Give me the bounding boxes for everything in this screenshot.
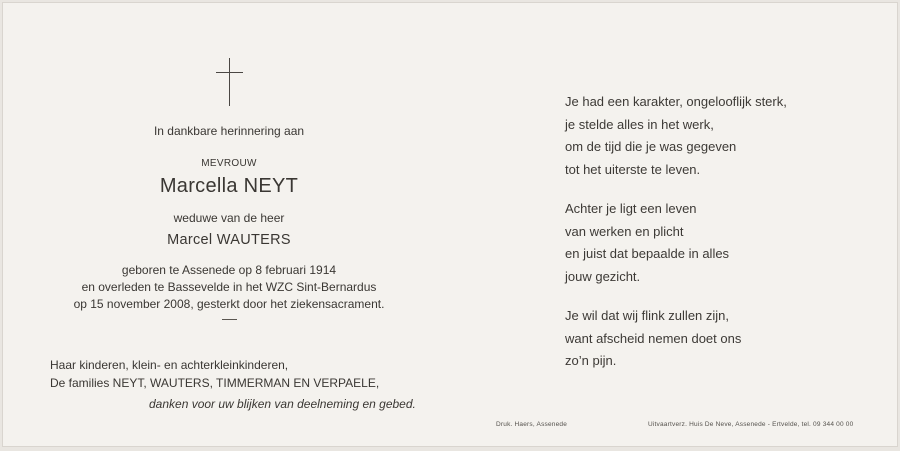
- poem-line: je stelde alles in het werk,: [565, 116, 714, 132]
- poem-stanza: [565, 305, 885, 373]
- divider: [222, 319, 237, 320]
- birth-line: geboren te Assenede op 8 februari 1914: [121, 263, 337, 277]
- title-text: MEVROUW: [201, 158, 257, 169]
- cross-icon: [216, 58, 244, 106]
- poem-line: Je wil dat wij flink zullen zijn,: [565, 308, 730, 323]
- deceased-name: Marcella NEYT: [159, 175, 299, 197]
- intro-text: In dankbare herinnering aan: [153, 124, 305, 138]
- death-place-line: en overleden te Bassevelde in het WZC Sint-Bernardus: [81, 280, 377, 294]
- family-line-2: De families NEYT, WAUTERS, TIMMERMAN EN VERPAELE,: [50, 376, 380, 390]
- thanks-line: danken voor uw blijken van deelneming en gebed.: [149, 397, 416, 411]
- poem-line: Je had een karakter, ongelooflijk sterk,: [565, 94, 787, 109]
- poem-line: om de tijd die je was gegeven: [565, 139, 737, 154]
- poem-line: Achter je ligt een leven: [565, 201, 697, 216]
- funeral-home-credit: Uitvaartverz. Huis De Neve, Assenede - Ertvelde, tel. 09 344 00 00: [648, 421, 854, 428]
- poem-stanza: [565, 198, 885, 288]
- poem-line: van werken en plicht: [565, 223, 684, 239]
- memorial-card: [2, 2, 898, 447]
- printer-credit: Druk. Haers, Assenede: [496, 421, 568, 428]
- poem-line: en juist dat bepaalde in alles: [565, 246, 730, 261]
- widow-line: weduwe van de heer: [173, 211, 285, 225]
- death-date-line: op 15 november 2008, gesterkt door het ziekensacrament.: [73, 297, 385, 311]
- poem-line: want afscheid nemen doet ons: [565, 330, 742, 346]
- family-line-1: Haar kinderen, klein- en achterkleinkinderen,: [50, 358, 289, 372]
- poem-line: zo’n pijn.: [565, 353, 617, 368]
- poem-line: jouw gezicht.: [565, 268, 641, 284]
- husband-name: Marcel WAUTERS: [167, 232, 291, 248]
- poem-line: tot het uiterste te leven.: [565, 161, 701, 177]
- poem: [565, 91, 885, 390]
- poem-stanza: [565, 91, 885, 181]
